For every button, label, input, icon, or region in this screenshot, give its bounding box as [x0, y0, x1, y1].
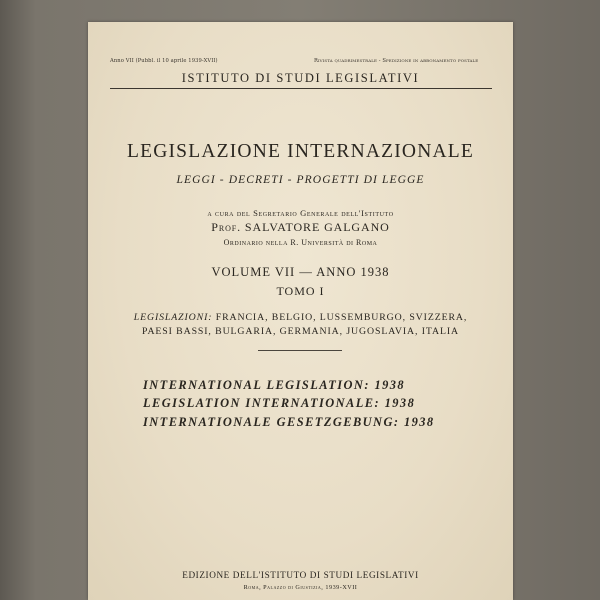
legislations-line-2: PAESI BASSI, BULGARIA, GERMANIA, JUGOSLAVIA, ITALIA	[142, 326, 459, 337]
editor-position: Ordinario nella R. Università di Roma	[223, 238, 378, 247]
editor-name: Prof. SALVATORE GALGANO	[211, 220, 390, 234]
tomo-line: TOMO I	[276, 284, 325, 298]
publisher-place: Roma, Palazzo di Giustizia, 1939-XVII	[243, 584, 358, 591]
periodical-note: Rivista quadrimestrale - Spedizione in abbonamento postale	[314, 58, 479, 64]
institute-name: ISTITUTO DI STUDI LEGISLATIVI	[181, 71, 420, 85]
legislations-label: LEGISLAZIONI:	[133, 312, 213, 323]
journal-subtitle: LEGGI - DECRETI - PROGETTI DI LEGGE	[176, 174, 425, 186]
title-page	[88, 22, 513, 600]
journal-title: LEGISLAZIONE INTERNAZIONALE	[126, 141, 475, 162]
publication-note: Anno VII (Pubbl. il 10 aprile 1939-XVII)	[110, 58, 218, 64]
volume-line: VOLUME VII — ANNO 1938	[211, 265, 390, 279]
legislations-countries-1: FRANCIA, BELGIO, LUSSEMBURGO, SVIZZERA,	[215, 312, 468, 323]
publisher-line: EDIZIONE DELL'ISTITUTO DI STUDI LEGISLATIVI	[182, 570, 419, 580]
title-german: INTERNATIONALE GESETZGEBUNG: 1938	[143, 415, 435, 429]
editor-credit: a cura del Segretario Generale dell'Istituto	[207, 208, 394, 218]
legislations-line-1	[88, 312, 513, 323]
header-rule	[110, 88, 492, 89]
title-english: INTERNATIONAL LEGISLATION: 1938	[143, 378, 406, 392]
title-french: LEGISLATION INTERNATIONALE: 1938	[143, 396, 416, 410]
section-divider	[258, 350, 342, 351]
